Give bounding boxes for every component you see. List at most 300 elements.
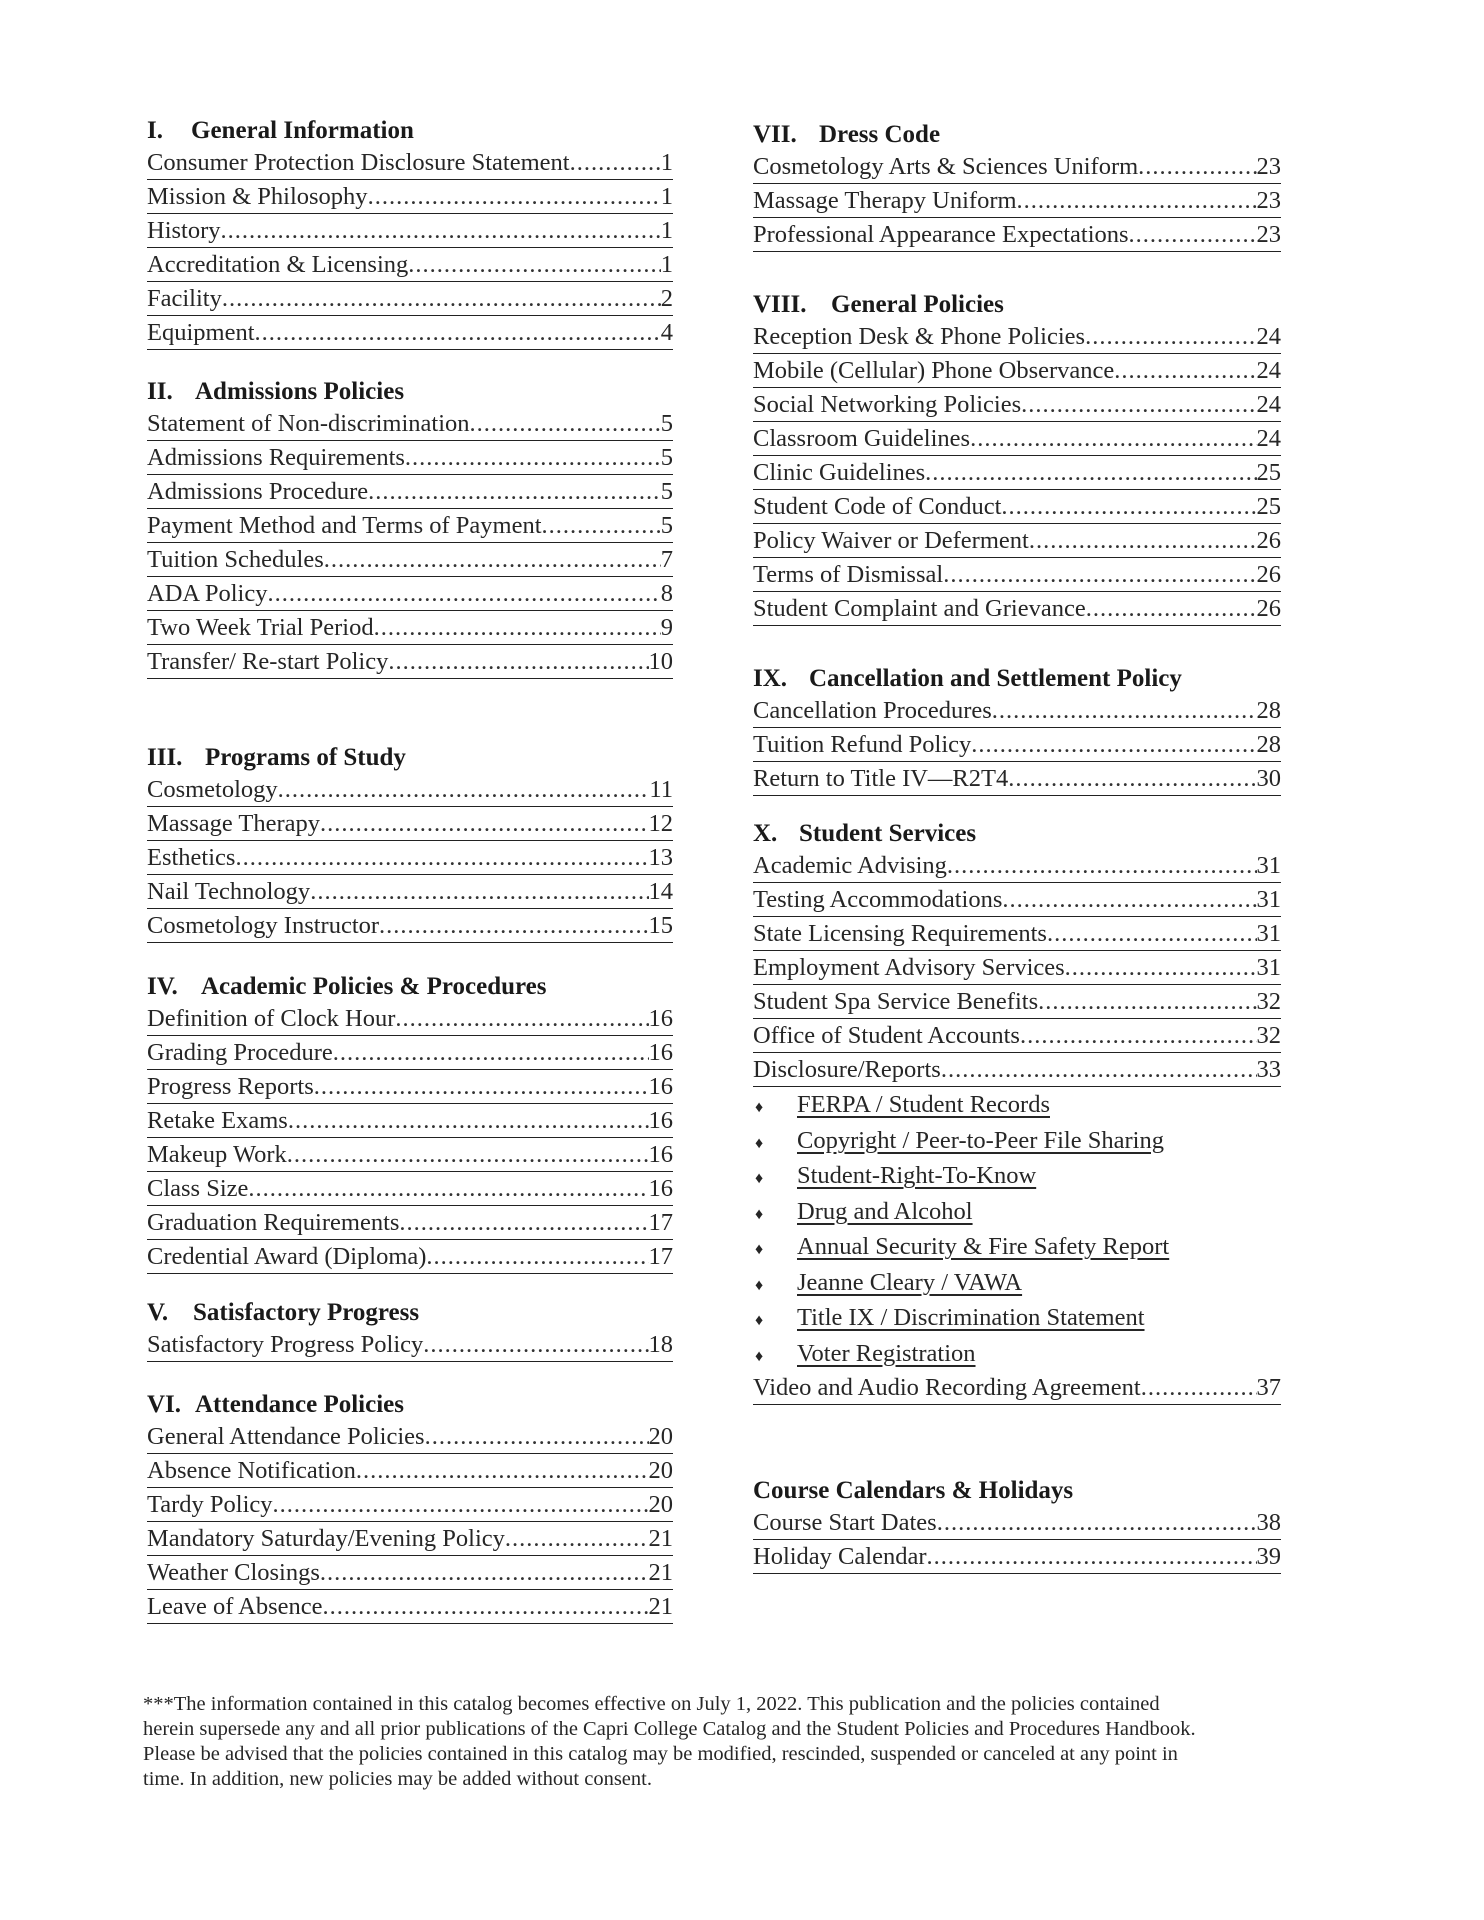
toc-entry[interactable] xyxy=(147,807,673,841)
toc-entry-page: 1 xyxy=(660,149,673,176)
toc-entry[interactable] xyxy=(147,875,673,909)
dot-leader xyxy=(235,841,648,875)
toc-entry-page: 24 xyxy=(1256,425,1281,452)
dot-leader xyxy=(943,558,1256,592)
toc-entry-title: Tuition Schedules xyxy=(147,546,324,573)
section-title: Dress Code xyxy=(819,121,941,148)
toc-entry[interactable] xyxy=(753,490,1281,524)
toc-entry-title: Retake Exams xyxy=(147,1107,288,1134)
toc-entry-title: Consumer Protection Disclosure Statement xyxy=(147,149,570,176)
toc-entry[interactable] xyxy=(753,1053,1281,1087)
toc-entry[interactable] xyxy=(147,407,673,441)
dot-leader xyxy=(505,1522,649,1556)
toc-entry-page: 28 xyxy=(1256,697,1281,724)
dot-leader xyxy=(947,849,1257,883)
toc-entry-title: Holiday Calendar xyxy=(753,1543,927,1570)
dot-leader xyxy=(1008,762,1256,796)
toc-entry[interactable] xyxy=(753,592,1281,626)
dot-leader xyxy=(374,611,661,645)
toc-entry[interactable] xyxy=(753,354,1281,388)
toc-entry-title: Absence Notification xyxy=(147,1457,356,1484)
toc-entry-page: 18 xyxy=(648,1331,673,1358)
section-heading xyxy=(147,743,673,773)
toc-entry-title: Classroom Guidelines xyxy=(753,425,971,452)
toc-entry-page: 16 xyxy=(648,1073,673,1100)
toc-entry[interactable] xyxy=(147,316,673,350)
dot-leader xyxy=(388,645,648,679)
toc-entry-title: Academic Advising xyxy=(753,852,947,879)
toc-entry-page: 24 xyxy=(1256,323,1281,350)
toc-entry-title: Cancellation Procedures xyxy=(753,697,992,724)
dot-leader xyxy=(941,1053,1257,1087)
toc-entry-page: 5 xyxy=(660,444,673,471)
diamond-bullet-icon: ♦ xyxy=(755,1347,764,1365)
dot-leader xyxy=(267,577,660,611)
disclosure-link[interactable]: FERPA / Student Records xyxy=(797,1091,1050,1118)
toc-entry[interactable] xyxy=(147,1420,673,1454)
toc-entry-page: 21 xyxy=(648,1525,673,1552)
footnote-line: time. In addition, new policies may be added without consent. xyxy=(143,1768,652,1790)
toc-section-programs-of-study xyxy=(147,743,673,943)
dot-leader xyxy=(273,1488,649,1522)
toc-entry[interactable] xyxy=(147,509,673,543)
toc-entry-title: Leave of Absence xyxy=(147,1593,323,1620)
dot-leader xyxy=(1002,883,1256,917)
dot-leader xyxy=(356,1454,649,1488)
dot-leader xyxy=(1020,1019,1257,1053)
section-heading xyxy=(753,664,1281,694)
toc-entry-title: Clinic Guidelines xyxy=(753,459,926,486)
dot-leader xyxy=(1029,524,1257,558)
toc-entry-page: 26 xyxy=(1256,595,1281,622)
toc-entry-title: State Licensing Requirements xyxy=(753,920,1047,947)
dot-leader xyxy=(287,1138,649,1172)
dot-leader xyxy=(222,282,661,316)
toc-entry-page: 31 xyxy=(1256,954,1281,981)
toc-entry[interactable] xyxy=(147,1522,673,1556)
toc-entry-page: 31 xyxy=(1256,852,1281,879)
dot-leader xyxy=(405,441,661,475)
toc-entry[interactable] xyxy=(147,1002,673,1036)
toc-entry-title: Facility xyxy=(147,285,222,312)
toc-entry-title: Student Complaint and Grievance xyxy=(753,595,1086,622)
toc-entry[interactable] xyxy=(147,1488,673,1522)
toc-entry[interactable] xyxy=(147,1328,673,1362)
toc-entry[interactable] xyxy=(753,883,1281,917)
toc-entry-title: Payment Method and Terms of Payment xyxy=(147,512,542,539)
toc-entry-title: History xyxy=(147,217,221,244)
toc-section-course-calendars xyxy=(753,1476,1281,1574)
section-title: Academic Policies & Procedures xyxy=(201,973,547,1000)
dot-leader xyxy=(971,728,1256,762)
toc-entry-title: Statement of Non-discrimination xyxy=(147,410,470,437)
toc-entry-page: 5 xyxy=(660,478,673,505)
toc-entry[interactable] xyxy=(147,1070,673,1104)
section-number: VIII. xyxy=(753,291,807,318)
dot-leader xyxy=(1047,917,1257,951)
section-title: Satisfactory Progress xyxy=(193,1299,420,1326)
toc-entry[interactable] xyxy=(753,558,1281,592)
toc-entry-page: 25 xyxy=(1256,493,1281,520)
toc-entry-title: Massage Therapy xyxy=(147,810,321,837)
dot-leader xyxy=(288,1104,649,1138)
toc-entry[interactable] xyxy=(147,645,673,679)
toc-entry[interactable] xyxy=(753,694,1281,728)
toc-entry[interactable] xyxy=(753,320,1281,354)
dot-leader xyxy=(423,1328,648,1362)
section-number: IV. xyxy=(147,973,178,1000)
dot-leader xyxy=(221,214,661,248)
toc-entry[interactable] xyxy=(147,1138,673,1172)
toc-entry[interactable] xyxy=(147,180,673,214)
toc-entry-page: 2 xyxy=(660,285,673,312)
section-heading xyxy=(753,120,1281,150)
toc-entry-title: Massage Therapy Uniform xyxy=(753,187,1017,214)
disclosure-link[interactable]: Title IX / Discrimination Statement xyxy=(797,1304,1145,1331)
toc-entry-title: Tardy Policy xyxy=(147,1491,273,1518)
toc-entry-page: 14 xyxy=(648,878,673,905)
toc-entry-page: 5 xyxy=(660,512,673,539)
toc-section-satisfactory-progress xyxy=(147,1298,673,1362)
disclosure-bullet-item xyxy=(753,1300,1281,1336)
diamond-bullet-icon: ♦ xyxy=(755,1134,764,1152)
toc-entry-page: 4 xyxy=(660,319,673,346)
section-title: Attendance Policies xyxy=(195,1391,404,1418)
dot-leader xyxy=(1065,951,1257,985)
toc-entry[interactable] xyxy=(753,524,1281,558)
dot-leader xyxy=(248,1172,648,1206)
dot-leader xyxy=(426,1240,648,1274)
dot-leader xyxy=(925,456,1256,490)
toc-entry-title: Accreditation & Licensing xyxy=(147,251,409,278)
toc-entry-title: Professional Appearance Expectations xyxy=(753,221,1129,248)
toc-entry[interactable] xyxy=(147,1454,673,1488)
toc-entry[interactable] xyxy=(147,1590,673,1624)
toc-entry-title: Transfer/ Re-start Policy xyxy=(147,648,389,675)
toc-entry-title: Office of Student Accounts xyxy=(753,1022,1020,1049)
toc-entry[interactable] xyxy=(147,1206,673,1240)
toc-entry-title: Nail Technology xyxy=(147,878,311,905)
toc-entry-page: 26 xyxy=(1256,527,1281,554)
toc-entry[interactable] xyxy=(147,1036,673,1070)
footnote-line: Please be advised that the policies contained in this catalog may be modified, rescinded, suspended or canceled at any point in xyxy=(143,1743,1178,1765)
toc-entry[interactable] xyxy=(753,951,1281,985)
catalog-effective-date-notice xyxy=(143,1692,1343,1792)
toc-entry-title: Two Week Trial Period xyxy=(147,614,374,641)
dot-leader xyxy=(927,1540,1257,1574)
toc-entry[interactable] xyxy=(753,184,1281,218)
toc-entry[interactable] xyxy=(147,611,673,645)
toc-entry-title: Credential Award (Diploma) xyxy=(147,1243,427,1270)
toc-entry-page: 24 xyxy=(1256,391,1281,418)
toc-section-academic-policies xyxy=(147,972,673,1274)
disclosure-bullet-item xyxy=(753,1158,1281,1194)
section-heading xyxy=(147,1390,673,1420)
toc-entry-page: 17 xyxy=(648,1209,673,1236)
toc-entry-page: 16 xyxy=(648,1141,673,1168)
disclosure-bullet-item xyxy=(753,1194,1281,1230)
section-number: IX. xyxy=(753,665,788,692)
toc-section-general-policies xyxy=(753,290,1281,626)
toc-entry-page: 21 xyxy=(648,1559,673,1586)
toc-entry-page: 32 xyxy=(1256,988,1281,1015)
toc-entry-page: 1 xyxy=(660,183,673,210)
toc-entry-title: Return to Title IV—R2T4 xyxy=(753,765,1009,792)
toc-entry-title: Grading Procedure xyxy=(147,1039,333,1066)
toc-entry-title: Mobile (Cellular) Phone Observance xyxy=(753,357,1115,384)
toc-entry-page: 28 xyxy=(1256,731,1281,758)
dot-leader xyxy=(1017,184,1257,218)
toc-entry-title: Cosmetology xyxy=(147,776,278,803)
toc-entry-page: 17 xyxy=(648,1243,673,1270)
dot-leader xyxy=(1114,354,1256,388)
toc-entry-page: 31 xyxy=(1256,886,1281,913)
dot-leader xyxy=(323,1590,649,1624)
toc-entry[interactable] xyxy=(147,1172,673,1206)
disclosure-bullet-item xyxy=(753,1265,1281,1301)
toc-entry[interactable] xyxy=(147,441,673,475)
toc-entry-title: Makeup Work xyxy=(147,1141,287,1168)
dot-leader xyxy=(278,773,650,807)
section-title: Course Calendars & Holidays xyxy=(753,1477,1074,1504)
toc-entry-title: Tuition Refund Policy xyxy=(753,731,972,758)
diamond-bullet-icon: ♦ xyxy=(755,1205,764,1223)
toc-entry[interactable] xyxy=(753,218,1281,252)
toc-entry-title: Social Networking Policies xyxy=(753,391,1022,418)
toc-entry-page: 23 xyxy=(1256,187,1281,214)
toc-entry[interactable] xyxy=(147,214,673,248)
toc-entry-title: Student Spa Service Benefits xyxy=(753,988,1039,1015)
dot-leader xyxy=(470,407,661,441)
dot-leader xyxy=(368,180,661,214)
toc-entry-title: Equipment xyxy=(147,319,255,346)
toc-entry-page: 24 xyxy=(1256,357,1281,384)
disclosure-link[interactable]: Copyright / Peer-to-Peer File Sharing xyxy=(797,1126,1164,1154)
toc-entry-title: Satisfactory Progress Policy xyxy=(147,1331,424,1358)
toc-entry[interactable] xyxy=(147,909,673,943)
disclosure-link[interactable]: Drug and Alcohol xyxy=(797,1197,973,1225)
toc-entry-page: 26 xyxy=(1256,561,1281,588)
toc-entry-title: ADA Policy xyxy=(147,580,268,607)
disclosure-link[interactable]: Jeanne Cleary / VAWA xyxy=(797,1268,1023,1296)
toc-entry[interactable] xyxy=(753,917,1281,951)
toc-entry-title: Reception Desk & Phone Policies xyxy=(753,323,1086,350)
diamond-bullet-icon: ♦ xyxy=(755,1276,764,1294)
diamond-bullet-icon: ♦ xyxy=(755,1099,764,1116)
disclosure-link[interactable]: Annual Security & Fire Safety Report xyxy=(797,1233,1170,1260)
dot-leader xyxy=(425,1420,649,1454)
disclosure-link[interactable]: Voter Registration xyxy=(797,1339,976,1367)
section-number: II. xyxy=(147,378,173,405)
toc-entry-page: 16 xyxy=(648,1107,673,1134)
toc-entry-page: 15 xyxy=(648,912,673,939)
section-heading xyxy=(147,972,673,1002)
toc-section-dress-code xyxy=(753,120,1281,252)
toc-entry-title: Disclosure/Reports xyxy=(753,1056,941,1083)
toc-section-general-information xyxy=(147,116,673,350)
dot-leader xyxy=(399,1206,648,1240)
section-heading xyxy=(147,377,673,407)
toc-entry-page: 23 xyxy=(1256,153,1281,180)
dot-leader xyxy=(542,509,661,543)
toc-entry-page: 16 xyxy=(648,1175,673,1202)
toc-entry-title: General Attendance Policies xyxy=(147,1423,425,1450)
toc-entry[interactable] xyxy=(147,1240,673,1274)
toc-entry-page: 20 xyxy=(648,1423,673,1450)
disclosure-bullet-item xyxy=(753,1336,1281,1372)
toc-entry-page: 5 xyxy=(660,410,673,437)
dot-leader xyxy=(1085,320,1256,354)
dot-leader xyxy=(970,422,1256,456)
toc-entry-title: Student Code of Conduct xyxy=(753,493,1002,520)
footnote-line: ***The information contained in this catalog becomes effective on July 1, 2022. This publication and the policies contained xyxy=(143,1693,1160,1715)
toc-entry[interactable] xyxy=(753,849,1281,883)
section-number: VII. xyxy=(753,121,797,148)
toc-entry-page: 8 xyxy=(660,580,673,607)
dot-leader xyxy=(1021,388,1256,422)
dot-leader xyxy=(395,1002,648,1036)
toc-entry-page: 20 xyxy=(648,1491,673,1518)
toc-entry-page: 21 xyxy=(648,1593,673,1620)
toc-entry-title: Class Size xyxy=(147,1175,249,1202)
section-number: V. xyxy=(147,1299,169,1326)
toc-entry[interactable] xyxy=(753,985,1281,1019)
toc-entry-title: Employment Advisory Services xyxy=(753,954,1065,981)
dot-leader xyxy=(379,909,648,943)
diamond-bullet-icon: ♦ xyxy=(755,1170,764,1187)
disclosure-bullet-item xyxy=(753,1087,1281,1123)
toc-entry-title: Mission & Philosophy xyxy=(147,183,368,210)
section-heading xyxy=(147,116,673,146)
toc-entry[interactable] xyxy=(753,1540,1281,1574)
toc-section-attendance-policies xyxy=(147,1390,673,1624)
disclosure-bullet-item xyxy=(753,1229,1281,1265)
toc-entry-title: Cosmetology Arts & Sciences Uniform xyxy=(753,153,1139,180)
dot-leader xyxy=(1001,490,1256,524)
footnote-line: herein supersede any and all prior publications of the Capri College Catalog and the Student Policies and Procedures Handbook. xyxy=(143,1718,1196,1740)
dot-leader xyxy=(1138,150,1256,184)
dot-leader xyxy=(314,1070,649,1104)
toc-entry-title: Progress Reports xyxy=(147,1073,314,1100)
toc-entry-title: Course Start Dates xyxy=(753,1509,937,1536)
toc-entry-page: 31 xyxy=(1256,920,1281,947)
toc-entry[interactable] xyxy=(753,456,1281,490)
toc-entry-title: Cosmetology Instructor xyxy=(147,912,380,939)
section-title: Student Services xyxy=(799,820,977,847)
toc-entry-title: Terms of Dismissal xyxy=(753,561,944,588)
dot-leader xyxy=(324,543,661,577)
section-number: X. xyxy=(753,820,778,847)
diamond-bullet-icon: ♦ xyxy=(755,1241,764,1258)
toc-entry[interactable] xyxy=(147,1104,673,1138)
toc-entry-title: Esthetics xyxy=(147,844,236,871)
dot-leader xyxy=(1141,1371,1257,1405)
toc-entry-page: 16 xyxy=(648,1039,673,1066)
toc-entry[interactable] xyxy=(147,577,673,611)
dot-leader xyxy=(1038,985,1256,1019)
toc-entry-page: 1 xyxy=(660,217,673,244)
dot-leader xyxy=(570,146,661,180)
section-heading xyxy=(753,290,1281,320)
toc-entry[interactable] xyxy=(147,543,673,577)
toc-entry-page: 23 xyxy=(1256,221,1281,248)
disclosure-link[interactable]: Student-Right-To-Know xyxy=(797,1162,1037,1189)
dot-leader xyxy=(992,694,1257,728)
toc-entry-page: 39 xyxy=(1256,1543,1281,1570)
toc-entry[interactable] xyxy=(147,248,673,282)
toc-entry-page: 20 xyxy=(648,1457,673,1484)
toc-section-admissions-policies xyxy=(147,377,673,679)
toc-entry-title: Definition of Clock Hour xyxy=(147,1005,396,1032)
section-heading xyxy=(753,819,1281,849)
toc-entry-title: Video and Audio Recording Agreement xyxy=(753,1374,1141,1401)
toc-entry[interactable] xyxy=(753,728,1281,762)
section-title: General Policies xyxy=(831,291,1004,318)
toc-entry[interactable] xyxy=(753,1371,1281,1405)
toc-entry[interactable] xyxy=(147,146,673,180)
dot-leader xyxy=(320,807,648,841)
toc-entry-page: 33 xyxy=(1256,1056,1281,1083)
section-number: III. xyxy=(147,744,183,771)
dot-leader xyxy=(320,1556,649,1590)
toc-entry-page: 12 xyxy=(648,810,673,837)
toc-entry[interactable] xyxy=(147,475,673,509)
disclosure-bullet-item xyxy=(753,1123,1281,1159)
toc-entry-title: Admissions Requirements xyxy=(147,444,405,471)
section-heading xyxy=(753,1476,1281,1506)
toc-section-cancellation-settlement xyxy=(753,664,1281,796)
section-number: I. xyxy=(147,117,163,144)
toc-entry[interactable] xyxy=(753,422,1281,456)
toc-entry-page: 38 xyxy=(1256,1509,1281,1536)
toc-entry[interactable] xyxy=(753,388,1281,422)
toc-entry-title: Graduation Requirements xyxy=(147,1209,400,1236)
toc-entry-page: 25 xyxy=(1256,459,1281,486)
toc-entry-page: 37 xyxy=(1256,1374,1281,1401)
toc-entry-page: 7 xyxy=(660,546,673,573)
toc-entry[interactable] xyxy=(753,150,1281,184)
toc-entry-title: Weather Closings xyxy=(147,1559,320,1586)
dot-leader xyxy=(333,1036,649,1070)
toc-entry[interactable] xyxy=(147,773,673,807)
toc-entry-title: Admissions Procedure xyxy=(147,478,369,505)
dot-leader xyxy=(255,316,661,350)
toc-entry[interactable] xyxy=(147,1556,673,1590)
toc-entry-page: 13 xyxy=(648,844,673,871)
toc-entry-page: 16 xyxy=(648,1005,673,1032)
toc-entry-title: Policy Waiver or Deferment xyxy=(753,527,1029,554)
toc-entry[interactable] xyxy=(753,762,1281,796)
diamond-bullet-icon: ♦ xyxy=(755,1312,764,1329)
dot-leader xyxy=(368,475,661,509)
section-title: Cancellation and Settlement Policy xyxy=(809,665,1182,692)
toc-entry[interactable] xyxy=(147,841,673,875)
toc-entry-page: 30 xyxy=(1256,765,1281,792)
dot-leader xyxy=(1129,218,1257,252)
section-heading xyxy=(147,1298,673,1328)
dot-leader xyxy=(310,875,648,909)
toc-entry[interactable] xyxy=(147,282,673,316)
dot-leader xyxy=(1086,592,1257,626)
toc-entry[interactable] xyxy=(753,1019,1281,1053)
toc-section-student-services xyxy=(753,819,1281,1405)
section-title: General Information xyxy=(191,117,414,144)
toc-entry[interactable] xyxy=(753,1506,1281,1540)
dot-leader xyxy=(408,248,661,282)
toc-entry-title: Mandatory Saturday/Evening Policy xyxy=(147,1525,505,1552)
toc-entry-page: 10 xyxy=(648,648,673,675)
section-title: Programs of Study xyxy=(205,744,406,771)
